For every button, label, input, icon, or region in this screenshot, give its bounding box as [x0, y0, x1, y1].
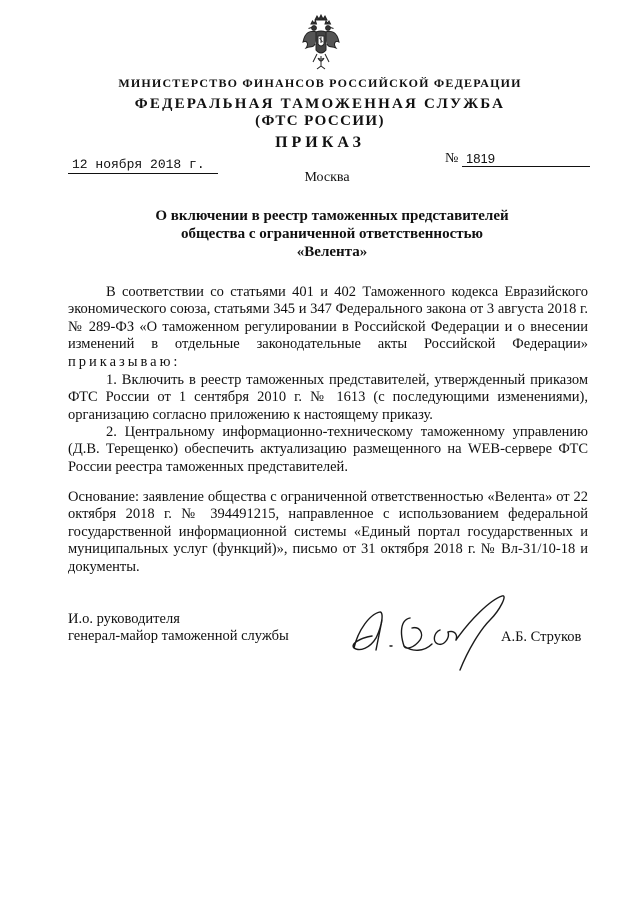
signatory-name: А.Б. Струков [501, 629, 582, 645]
basis-text: Основание: заявление общества с ограниченной ответственностью «Велента» от 22 октября 2018 г. № 394491215, направленное с использованием федеральной государственной информационной системы «Единый портал государственных и муниципальных услуг (функций)», письмо от 31 октября 2018 г. № Вл-31/10-18 и документы. [68, 489, 588, 575]
document-number: 1819 [462, 151, 590, 167]
document-city: Москва [304, 170, 350, 185]
coat-of-arms-icon [302, 14, 340, 70]
intro-text: В соответствии со статьями 401 и 402 Таможенного кодекса Евразийского экономического союза, статьями 345 и 347 Федерального закона от 3 августа 2018 г. № 289-ФЗ «О таможенном регулировании в Российской Федерации и о внесении изменений в отдельные законодательные акты Российской Федерации» [68, 284, 588, 353]
order-word: приказываю: [68, 353, 181, 370]
document-number-label: № [445, 151, 459, 166]
order-item-2 [68, 424, 588, 476]
intro-paragraph [68, 284, 588, 371]
document-date: 12 ноября 2018 г. [68, 157, 218, 174]
handwritten-signature [340, 590, 510, 680]
position-line-2: генерал-майор таможенной службы [68, 628, 289, 645]
position-line-1: И.о. руководителя [68, 611, 180, 627]
order-item-2-text: 2. Центральному информационно-техническому таможенному управлению (Д.В. Терещенко) обеспечить актуализацию размещенного на WEB-сервере ФТС России реестра таможенных представителей. [68, 424, 588, 475]
order-item-1-text: 1. Включить в реестр таможенных представителей, утвержденный приказом ФТС России от 1 сентября 2010 г. № 1613 (с последующими изменениями), организацию согласно приложению к настоящему приказу. [68, 372, 588, 423]
service-name: ФЕДЕРАЛЬНАЯ ТАМОЖЕННАЯ СЛУЖБА [134, 96, 506, 112]
document-type: ПРИКАЗ [275, 134, 365, 151]
signatory-position [68, 611, 289, 646]
ministry-name: МИНИСТЕРСТВО ФИНАНСОВ РОССИЙСКОЙ ФЕДЕРАЦИИ [118, 76, 522, 90]
basis-paragraph [68, 489, 588, 576]
service-short-name: (ФТС РОССИИ) [255, 113, 385, 129]
order-item-1 [68, 372, 588, 424]
document-title: О включении в реестр таможенных представителей общества с ограниченной ответственностью «Велента» [155, 208, 509, 260]
